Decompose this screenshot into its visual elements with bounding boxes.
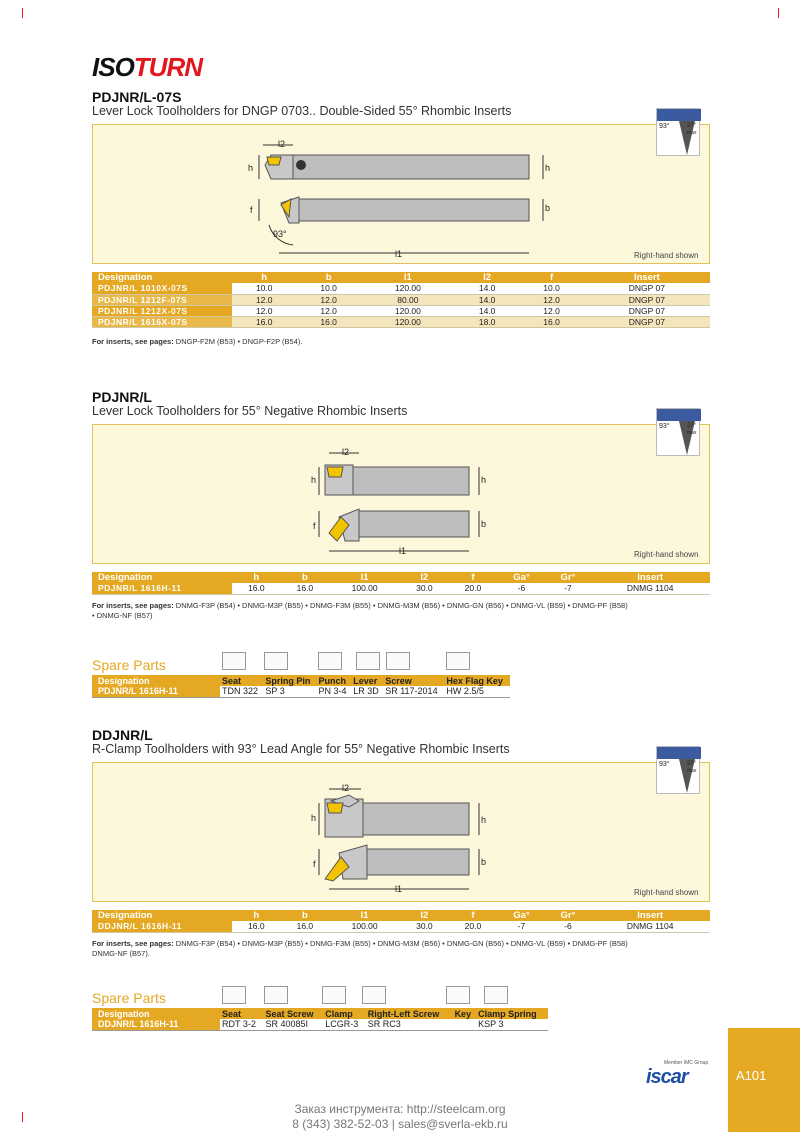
section-subtitle: Lever Lock Toolholders for DNGP 0703.. Double-Sided 55° Rhombic Inserts (92, 104, 512, 118)
footer-order-link[interactable]: Заказ инструмента: http://steelcam.org (294, 1102, 506, 1116)
seat-screw-icon (264, 986, 288, 1004)
dim-l2: l2 (342, 783, 350, 793)
right-hand-note: Right-hand shown (634, 251, 699, 260)
table-row: PDJNR/L 1616H-11 16.0 16.0 100.00 30.0 20.0 -6 -7 DNMG 1104 (92, 583, 710, 594)
table-header: Designation Seat Spring Pin Punch Lever Screw Hex Flag Key (92, 675, 510, 686)
lead-angle-thumbnail: 93° 27° max (656, 108, 700, 156)
dim-h: h (248, 163, 254, 173)
drawing-box (92, 124, 710, 264)
dim-h: h (545, 163, 551, 173)
spare-parts-table (92, 675, 510, 698)
section-subtitle: R-Clamp Toolholders with 93° Lead Angle for 55° Negative Rhombic Inserts (92, 742, 510, 756)
spare-parts-table (92, 1008, 548, 1031)
dim-h: h (481, 475, 487, 485)
table-row: DDJNR/L 1616H-11 RDT 3-2 SR 40085I LCGR-3 SR RC3 KSP 3 (92, 1019, 548, 1030)
key-icon (446, 986, 470, 1004)
lever-icon (356, 652, 380, 670)
seat-icon (222, 652, 246, 670)
dim-angle: 93° (273, 229, 287, 239)
drawing-box (92, 424, 710, 564)
punch-icon (318, 652, 342, 670)
spring-pin-icon (264, 652, 288, 670)
dim-b: b (545, 203, 551, 213)
iscar-logo: Member IMC Group iscar (646, 1060, 709, 1088)
insert-note-cont: DNMG-NF (B57). (92, 949, 150, 958)
dim-h: h (311, 475, 317, 485)
drawing-box (92, 762, 710, 902)
spec-table (92, 272, 710, 328)
table-header: Designation Seat Seat Screw Clamp Right-Left Screw Key Clamp Spring (92, 1008, 548, 1019)
spec-table (92, 572, 710, 595)
hex-flag-key-icon (446, 652, 470, 670)
dim-l1: l1 (399, 546, 407, 556)
table-row: PDJNR/L 1616X-07S 16.0 16.0 120.00 18.0 16.0 DNGP 07 (92, 316, 710, 327)
spare-parts-title: Spare Parts (92, 990, 166, 1006)
insert-note: For inserts, see pages: DNGP-F2M (B53) • DNGP-F2P (B54). (92, 337, 303, 346)
dim-h: h (311, 813, 317, 823)
toolholder-drawing (93, 425, 711, 565)
dim-l2: l2 (278, 139, 286, 149)
dim-f: f (250, 205, 253, 215)
section-subtitle: Lever Lock Toolholders for 55° Negative Rhombic Inserts (92, 404, 408, 418)
insert-note: For inserts, see pages: DNMG-F3P (B54) • DNMG-M3P (B55) • DNMG-F3M (B55) • DNMG-M3M (B56) • DNMG-GN (B56) • DNMG-VL (B59) • DNMG-PF (B58) (92, 601, 628, 610)
page-number: A101 (736, 1068, 767, 1083)
dim-l2: l2 (342, 447, 350, 457)
crop-mark (22, 8, 23, 18)
spec-table (92, 910, 710, 933)
section-title: DDJNR/L (92, 727, 153, 743)
table-row: PDJNR/L 1616H-11 TDN 322 SP 3 PN 3-4 LR 3D SR 117-2014 HW 2.5/5 (92, 686, 510, 697)
crop-mark (778, 8, 779, 18)
table-row: PDJNR/L 1212F-07S 12.0 12.0 80.00 14.0 12.0 DNGP 07 (92, 294, 710, 305)
dim-l1: l1 (395, 249, 403, 259)
dim-l1: l1 (395, 884, 403, 894)
dim-f: f (313, 521, 316, 531)
section-title: PDJNR/L (92, 389, 152, 405)
lead-angle-thumbnail: 93° 27° max (656, 746, 700, 794)
seat-icon (222, 986, 246, 1004)
table-header: Designation h b l1 l2 f Ga° Gr° Insert (92, 572, 710, 583)
section-title: PDJNR/L-07S (92, 89, 182, 105)
insert-note-cont: • DNMG-NF (B57) (92, 611, 153, 620)
dim-f: f (313, 859, 316, 869)
clamp-spring-icon (484, 986, 508, 1004)
table-row: DDJNR/L 1616H-11 16.0 16.0 100.00 30.0 20.0 -7 -6 DNMG 1104 (92, 921, 710, 932)
dim-b: b (481, 857, 487, 867)
right-hand-note: Right-hand shown (634, 550, 699, 559)
isoturn-logo: ISOTURN (92, 52, 203, 82)
dim-h: h (481, 815, 487, 825)
right-left-screw-icon (362, 986, 386, 1004)
table-row: PDJNR/L 1212X-07S 12.0 12.0 120.00 14.0 12.0 DNGP 07 (92, 305, 710, 316)
table-header: Designation h b l1 l2 f Ga° Gr° Insert (92, 910, 710, 921)
spare-parts-title: Spare Parts (92, 657, 166, 673)
insert-note: For inserts, see pages: DNMG-F3P (B54) • DNMG-M3P (B55) • DNMG-F3M (B55) • DNMG-M3M (B56) • DNMG-GN (B56) • DNMG-VL (B59) • DNMG-PF (B58) (92, 939, 628, 948)
clamp-icon (322, 986, 346, 1004)
table-row: PDJNR/L 1010X-07S 10.0 10.0 120.00 14.0 10.0 DNGP 07 (92, 283, 710, 294)
footer-contacts[interactable]: 8 (343) 382-52-03 | sales@sverla-ekb.ru (292, 1117, 508, 1131)
lead-angle-thumbnail: 93° 27° max (656, 408, 700, 456)
screw-icon (386, 652, 410, 670)
right-hand-note: Right-hand shown (634, 888, 699, 897)
toolholder-drawing (93, 763, 711, 903)
toolholder-drawing (93, 125, 711, 265)
dim-b: b (481, 519, 487, 529)
table-header: Designation h b l1 l2 f Insert (92, 272, 710, 283)
